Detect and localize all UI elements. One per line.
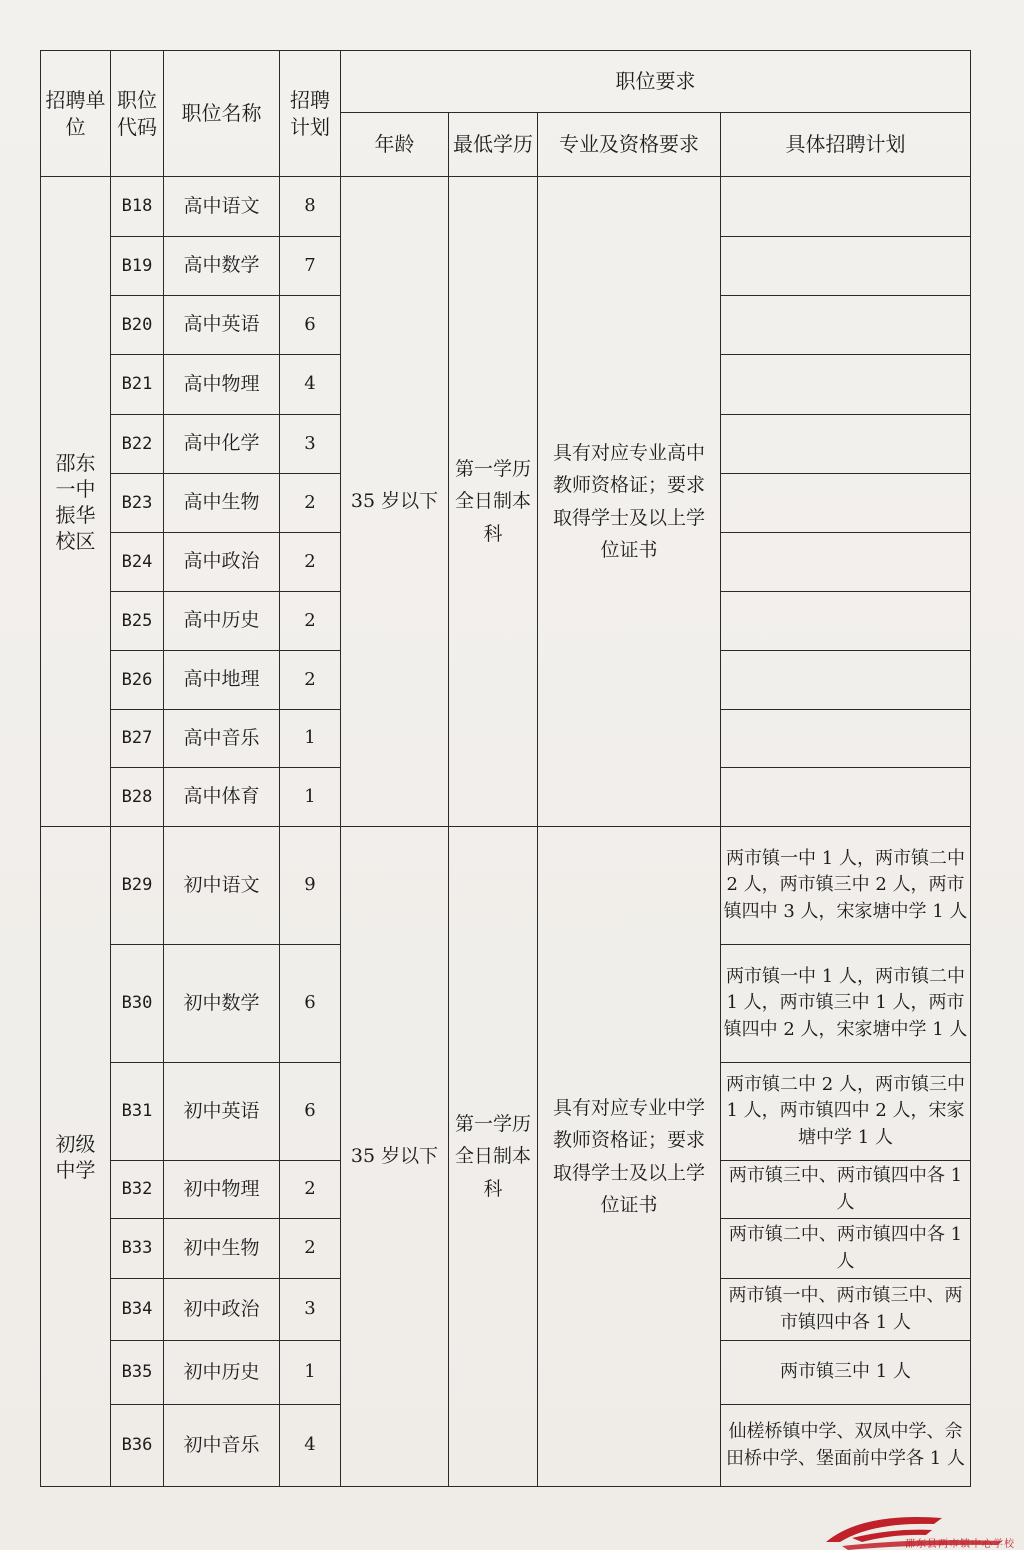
code-cell: B36 xyxy=(111,1405,164,1487)
plan-count-cell: 1 xyxy=(280,710,341,768)
detail-plan-cell xyxy=(721,415,971,474)
plan-count-cell: 3 xyxy=(280,415,341,474)
detail-plan-cell xyxy=(721,710,971,768)
code-cell: B18 xyxy=(111,177,164,237)
detail-plan-cell: 两市镇三中、两市镇四中各 1 人 xyxy=(721,1161,971,1219)
detail-plan-cell xyxy=(721,177,971,237)
position-name-cell: 高中数学 xyxy=(164,237,280,296)
position-name-cell: 高中历史 xyxy=(164,592,280,651)
position-name-cell: 高中体育 xyxy=(164,768,280,827)
position-name-cell: 高中地理 xyxy=(164,651,280,710)
age-cell: 35 岁以下 xyxy=(341,827,449,1487)
header-age: 年龄 xyxy=(341,113,449,177)
plan-count-cell: 6 xyxy=(280,1063,341,1161)
detail-plan-cell xyxy=(721,592,971,651)
header-detail: 具体招聘计划 xyxy=(721,113,971,177)
plan-count-cell: 1 xyxy=(280,768,341,827)
position-name-cell: 高中音乐 xyxy=(164,710,280,768)
plan-count-cell: 2 xyxy=(280,651,341,710)
education-cell: 第一学历全日制本科 xyxy=(449,827,538,1487)
detail-plan-cell: 两市镇一中、两市镇三中、两市镇四中各 1 人 xyxy=(721,1279,971,1341)
table-row xyxy=(41,177,971,237)
code-cell: B34 xyxy=(111,1279,164,1341)
plan-count-cell: 4 xyxy=(280,1405,341,1487)
code-cell: B27 xyxy=(111,710,164,768)
code-cell: B24 xyxy=(111,533,164,592)
logo-text: 邵东县两市镇中心学校 xyxy=(905,1539,1015,1550)
code-cell: B33 xyxy=(111,1219,164,1279)
plan-count-cell: 9 xyxy=(280,827,341,945)
header-requirements: 职位要求 xyxy=(341,51,971,113)
high-school-section xyxy=(41,177,971,827)
code-cell: B35 xyxy=(111,1341,164,1405)
qualification-cell: 具有对应专业高中教师资格证；要求取得学士及以上学位证书 xyxy=(538,177,721,827)
code-cell: B22 xyxy=(111,415,164,474)
plan-count-cell: 2 xyxy=(280,474,341,533)
plan-count-cell: 6 xyxy=(280,296,341,355)
plan-count-cell: 2 xyxy=(280,1219,341,1279)
plan-count-cell: 1 xyxy=(280,1341,341,1405)
detail-plan-cell: 两市镇二中 2 人，两市镇三中 1 人，两市镇四中 2 人，宋家塘中学 1 人 xyxy=(721,1063,971,1161)
plan-count-cell: 3 xyxy=(280,1279,341,1341)
position-name-cell: 高中英语 xyxy=(164,296,280,355)
age-cell: 35 岁以下 xyxy=(341,177,449,827)
code-cell: B21 xyxy=(111,355,164,415)
middle-school-section xyxy=(41,827,971,1487)
position-name-cell: 初中语文 xyxy=(164,827,280,945)
unit-cell: 初级中学 xyxy=(41,827,111,1487)
recruitment-table xyxy=(40,50,971,1487)
detail-plan-cell xyxy=(721,237,971,296)
position-name-cell: 高中物理 xyxy=(164,355,280,415)
education-cell: 第一学历全日制本科 xyxy=(449,177,538,827)
position-name-cell: 高中语文 xyxy=(164,177,280,237)
code-cell: B20 xyxy=(111,296,164,355)
detail-plan-cell: 两市镇一中 1 人，两市镇二中 2 人，两市镇三中 2 人，两市镇四中 3 人，宋家塘中学 1 人 xyxy=(721,827,971,945)
plan-count-cell: 2 xyxy=(280,533,341,592)
code-cell: B25 xyxy=(111,592,164,651)
detail-plan-cell xyxy=(721,355,971,415)
detail-plan-cell xyxy=(721,651,971,710)
detail-plan-cell: 两市镇一中 1 人，两市镇二中 1 人，两市镇三中 1 人，两市镇四中 2 人，宋家塘中学 1 人 xyxy=(721,945,971,1063)
table-row xyxy=(41,827,971,945)
qualification-cell: 具有对应专业中学教师资格证；要求取得学士及以上学位证书 xyxy=(538,827,721,1487)
code-cell: B28 xyxy=(111,768,164,827)
code-cell: B29 xyxy=(111,827,164,945)
header-plan: 招聘计划 xyxy=(280,51,341,177)
detail-plan-cell xyxy=(721,296,971,355)
position-name-cell: 初中音乐 xyxy=(164,1405,280,1487)
detail-plan-cell xyxy=(721,474,971,533)
position-name-cell: 初中历史 xyxy=(164,1341,280,1405)
detail-plan-cell: 两市镇三中 1 人 xyxy=(721,1341,971,1405)
unit-cell: 邵东一中振华校区 xyxy=(41,177,111,827)
header-name: 职位名称 xyxy=(164,51,280,177)
code-cell: B23 xyxy=(111,474,164,533)
code-cell: B19 xyxy=(111,237,164,296)
position-name-cell: 初中物理 xyxy=(164,1161,280,1219)
position-name-cell: 高中化学 xyxy=(164,415,280,474)
plan-count-cell: 8 xyxy=(280,177,341,237)
plan-count-cell: 2 xyxy=(280,1161,341,1219)
position-name-cell: 初中生物 xyxy=(164,1219,280,1279)
position-name-cell: 初中数学 xyxy=(164,945,280,1063)
detail-plan-cell: 仙槎桥镇中学、双凤中学、佘田桥中学、堡面前中学各 1 人 xyxy=(721,1405,971,1487)
header-row-1 xyxy=(41,51,971,113)
position-name-cell: 初中政治 xyxy=(164,1279,280,1341)
detail-plan-cell: 两市镇二中、两市镇四中各 1 人 xyxy=(721,1219,971,1279)
plan-count-cell: 6 xyxy=(280,945,341,1063)
code-cell: B30 xyxy=(111,945,164,1063)
position-name-cell: 高中生物 xyxy=(164,474,280,533)
header-code: 职位代码 xyxy=(111,51,164,177)
code-cell: B31 xyxy=(111,1063,164,1161)
code-cell: B26 xyxy=(111,651,164,710)
header-unit: 招聘单位 xyxy=(41,51,111,177)
position-name-cell: 高中政治 xyxy=(164,533,280,592)
detail-plan-cell xyxy=(721,533,971,592)
plan-count-cell: 4 xyxy=(280,355,341,415)
plan-count-cell: 7 xyxy=(280,237,341,296)
detail-plan-cell xyxy=(721,768,971,827)
code-cell: B32 xyxy=(111,1161,164,1219)
header-edu: 最低学历 xyxy=(449,113,538,177)
header-qual: 专业及资格要求 xyxy=(538,113,721,177)
plan-count-cell: 2 xyxy=(280,592,341,651)
position-name-cell: 初中英语 xyxy=(164,1063,280,1161)
